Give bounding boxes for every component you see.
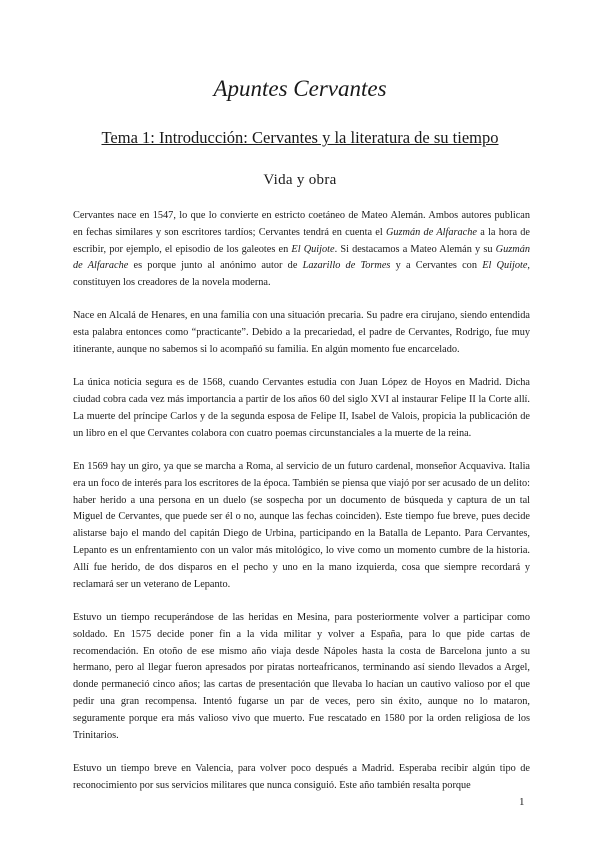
paragraph-text: La única noticia segura es de 1568, cuando Cervantes estudia con Juan López de Hoyos en Madrid. Dicha ciudad cobra cada vez más importancia a partir de los años 60 del siglo XVI al instaurar Felipe II la Corte allí. La muerte del príncipe Carlos y de la segunda esposa de Felipe II, Isabel de Valois, propicia la publicación de un libro en el que Cervantes colabora con cuatro poemas circunstanciales a la muerte de la reina. [73,377,530,439]
document-title: Apuntes Cervantes [213,76,387,101]
paragraph [73,761,530,795]
body-text [73,208,530,811]
paragraph [73,308,530,358]
paragraph-text: Estuvo un tiempo breve en Valencia, para volver poco después a Madrid. Esperaba recibir algún tipo de reconocimiento por sus servicios militares que nunca consiguió. Este año también resalta porque [73,762,530,791]
paragraph-text: Estuvo un tiempo recuperándose de las heridas en Mesina, para posteriormente volver a participar como soldado. En 1575 decide poner fin a la vida militar y volver a España, para lo que pide cartas de recomendación. En otoño de ese mismo año viaja desde Nápoles hasta la costa de Barcelona junto a su hermano, pero al llegar fueron apresados por piratas norteafricanos, terminando así siendo llevados a Argel, donde permaneció cinco años; las cartas de presentación que llevaba lo hacían un cautivo valioso por el que pedir una gran recompensa. Intentó fugarse un par de veces, pero sin éxito, aunque no lo mataron, seguramente porque era más valioso vivo que muerto. Fue rescatado en 1580 por la orden religiosa de los Trinitarios. [73,611,530,741]
paragraph-text: y a Cervantes con [390,260,483,272]
paragraph [73,375,530,442]
paragraph-text: Nace en Alcalá de Henares, en una familia con una situación precaria. Su padre era cirujano, siendo entendida esta palabra entonces como “practicante”. Debido a la precariedad, el padre de Cervantes, Rodrigo, fue muy itinerante, aunque no sabemos si lo acompañó su familia. En algún momento fue encarcelado. [73,310,530,356]
section-title: Vida y obra [263,172,337,188]
italic-title-text: Guzmán de Alfarache [385,226,477,238]
paragraph [73,459,530,593]
paragraph [73,610,530,744]
paragraph-text: En 1569 hay un giro, ya que se marcha a Roma, al servicio de un futuro cardenal, monseñor Acquaviva. Italia era un foco de interés para los escritores de la época. También se piensa que viajó por ser acusado de un delito: haber herido a una persona en un duelo (se sospecha por un documento de búsqueda y captura de un tal Miguel de Cervantes, que puede ser él o no, aunque las fechas coinciden). Este tiempo fue breve, pues decide alistarse bajo el mando del capitán Diego de Urbina, participando en la Batalla de Lepanto. Para Cervantes, Lepanto es un enfrentamiento con un valor más mitológico, lo vive como un momento cumbre de la historia. Allí fue herido, de dos disparos en el pecho y uno en la mano izquierda, cosa que siempre recordará y reclamará ser un veterano de Lepanto. [73,461,530,590]
chapter-title: Tema 1: Introducción: Cervantes y la literatura de su tiempo [101,128,499,147]
italic-title-text: El Quijote [291,243,335,255]
italic-title-text: Lazarillo de Tormes [302,260,391,272]
paragraph-text: es porque junto al anónimo autor de [128,260,303,272]
paragraph [73,208,530,292]
paragraph-text: , constituyen los creadores de la novela moderna. [73,260,530,289]
paragraph-text: a la hora de escribir, por ejemplo, el episodio de los galeotes en [73,226,530,255]
italic-title-text: Guzmán de Alfarache [73,243,530,272]
paragraph-text: Cervantes nace en 1547, lo que lo convierte en estricto coetáneo de Mateo Alemán. Ambos autores publican en fechas similares y son escritores tardíos; Cervantes tendrá en cuenta el [73,210,530,238]
page-number: 1 [519,796,525,808]
paragraph-text: . Si destacamos a Mateo Alemán y su [334,243,496,255]
italic-title-text: El Quijote [482,260,528,272]
